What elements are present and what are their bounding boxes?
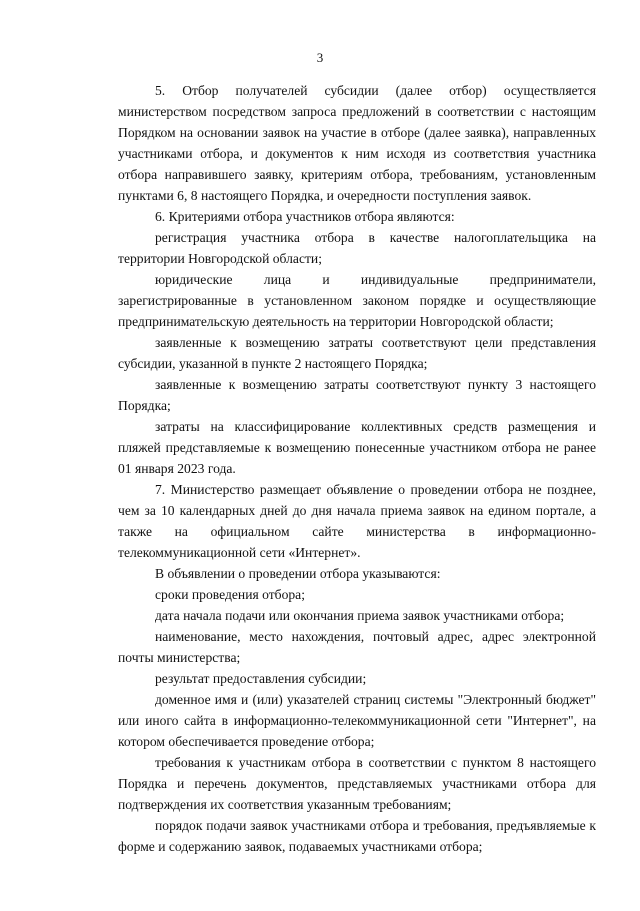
criterion-legal-entities: юридические лица и индивидуальные предприниматели, зарегистрированные в установленном законом порядке и осуществляющие предпринимательскую деятельность на территории Новгородской области; xyxy=(118,272,596,329)
criterion-classification-costs: затраты на классифицирование коллективных средств размещения и пляжей представляемые к возмещению понесенные участником отбора не ранее 01 января 2023 года. xyxy=(118,419,596,476)
criterion-tax-registration: регистрация участника отбора в качестве налогоплательщика на территории Новгородской области; xyxy=(118,230,596,266)
announcement-contents-heading: В объявлении о проведении отбора указываются: xyxy=(155,566,441,581)
announcement-item-dates: сроки проведения отбора; xyxy=(155,587,305,602)
announcement-item-domain-name: доменное имя и (или) указателей страниц системы "Электронный бюджет" или иного сайта в информационно-телекоммуникационной сети "Интернет", на котором обеспечивается проведение отбора; xyxy=(118,692,596,749)
announcement-item-submission-procedure: порядок подачи заявок участниками отбора и требования, предъявляемые к форме и содержанию заявок, подаваемых участниками отбора; xyxy=(118,818,596,854)
announcement-item-requirements: требования к участникам отбора в соответствии с пунктом 8 настоящего Порядка и перечень документов, представляемых участниками отбора для подтверждения их соответствия указанным требованиям; xyxy=(118,755,596,812)
page-number: 3 xyxy=(316,50,324,65)
criterion-costs-clause-3: заявленные к возмещению затраты соответствуют пункту 3 настоящего Порядка; xyxy=(118,377,596,413)
criterion-costs-purpose: заявленные к возмещению затраты соответствуют цели представления субсидии, указанной в пункте 2 настоящего Порядка; xyxy=(118,335,596,371)
paragraph-6-criteria-heading: 6. Критериями отбора участников отбора являются: xyxy=(155,209,455,224)
announcement-item-result: результат предоставления субсидии; xyxy=(155,671,367,686)
paragraph-7-announcement: 7. Министерство размещает объявление о проведении отбора не позднее, чем за 10 календарных дней до дня начала приема заявок на едином портале, а также на официальном сайте министерства в информационно-телекоммуникационной сети «Интернет». xyxy=(118,482,596,560)
announcement-item-ministry-contacts: наименование, место нахождения, почтовый адрес, адрес электронной почты министерства; xyxy=(118,629,596,665)
announcement-item-application-dates: дата начала подачи или окончания приема заявок участниками отбора; xyxy=(155,608,565,623)
paragraph-5-selection-method: 5. Отбор получателей субсидии (далее отбор) осуществляется министерством посредством запроса предложений в соответствии с настоящим Порядком на основании заявок на участие в отборе (далее заявка), направленных участниками отбора, и документов к ним исходя из соответствия участника отбора направившего заявку, критериям отбора, требованиям, установленным пунктами 6, 8 настоящего Порядка, и очередности поступления заявок. xyxy=(118,83,596,203)
document-body xyxy=(118,80,596,857)
